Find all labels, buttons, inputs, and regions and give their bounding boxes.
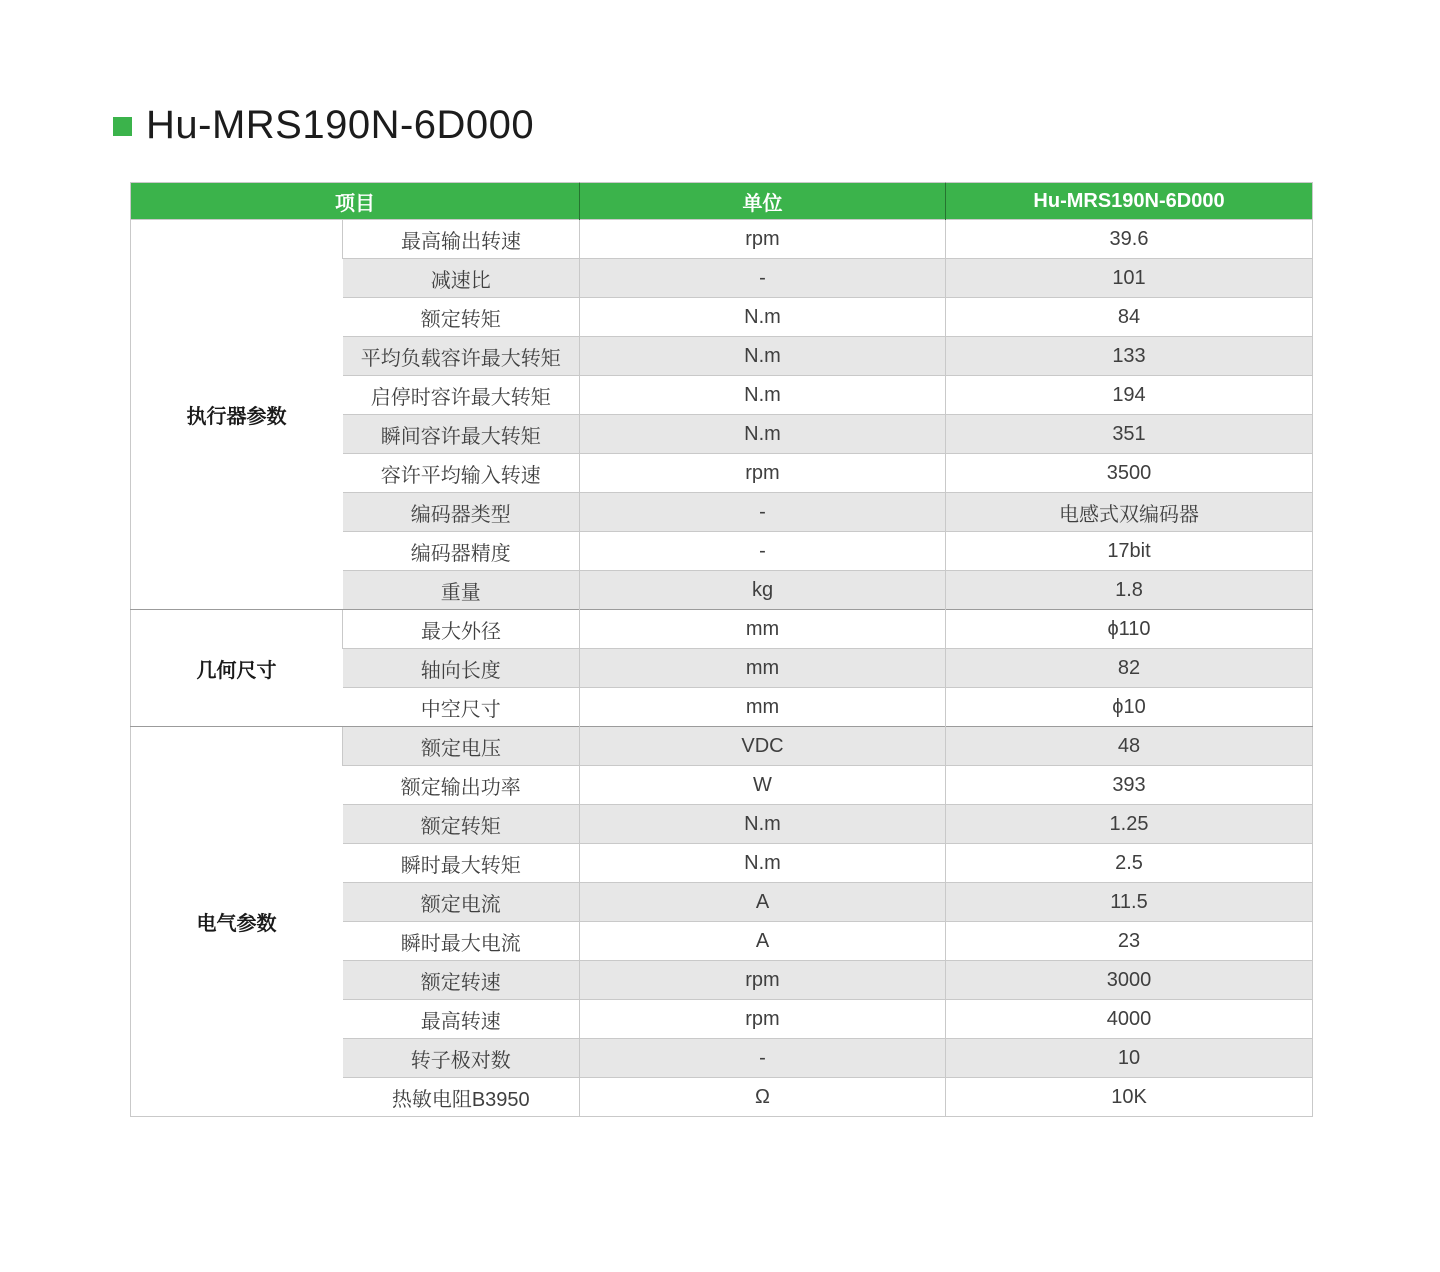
green-square-bullet-icon [113, 117, 132, 136]
param-cell: 额定电流 [343, 883, 580, 922]
value-cell: 84 [946, 298, 1313, 337]
value-cell: 1.25 [946, 805, 1313, 844]
value-cell: 10 [946, 1039, 1313, 1078]
category-cell: 执行器参数 [131, 220, 343, 610]
unit-cell: mm [580, 649, 946, 688]
header-unit: 单位 [580, 183, 946, 220]
page-title: Hu-MRS190N-6D000 [146, 102, 535, 147]
param-cell: 编码器精度 [343, 532, 580, 571]
param-cell: 瞬时最大电流 [343, 922, 580, 961]
spec-table [130, 182, 1313, 1117]
param-cell: 中空尺寸 [343, 688, 580, 727]
param-cell: 额定转矩 [343, 805, 580, 844]
value-cell: 3000 [946, 961, 1313, 1000]
unit-cell: VDC [580, 727, 946, 766]
value-cell: 3500 [946, 454, 1313, 493]
param-cell: 热敏电阻B3950 [343, 1078, 580, 1117]
param-cell: 减速比 [343, 259, 580, 298]
value-cell: 82 [946, 649, 1313, 688]
value-cell: 11.5 [946, 883, 1313, 922]
value-cell: 17bit [946, 532, 1313, 571]
value-cell: ϕ110 [946, 610, 1313, 649]
param-cell: 重量 [343, 571, 580, 610]
unit-cell: N.m [580, 298, 946, 337]
value-cell: 1.8 [946, 571, 1313, 610]
header-row [131, 183, 1313, 220]
unit-cell: rpm [580, 961, 946, 1000]
param-cell: 最大外径 [343, 610, 580, 649]
value-cell: 101 [946, 259, 1313, 298]
param-cell: 瞬时最大转矩 [343, 844, 580, 883]
header-model: Hu-MRS190N-6D000 [946, 183, 1313, 220]
param-cell: 轴向长度 [343, 649, 580, 688]
value-cell: 194 [946, 376, 1313, 415]
value-cell: 133 [946, 337, 1313, 376]
param-cell: 平均负载容许最大转矩 [343, 337, 580, 376]
spec-table-head [131, 183, 1313, 220]
param-cell: 额定输出功率 [343, 766, 580, 805]
param-cell: 容许平均输入转速 [343, 454, 580, 493]
unit-cell: rpm [580, 220, 946, 259]
unit-cell: mm [580, 688, 946, 727]
param-cell: 额定电压 [343, 727, 580, 766]
spec-table-body [131, 220, 1313, 1117]
unit-cell: kg [580, 571, 946, 610]
param-cell: 最高输出转速 [343, 220, 580, 259]
unit-cell: - [580, 259, 946, 298]
unit-cell: - [580, 493, 946, 532]
unit-cell: mm [580, 610, 946, 649]
param-cell: 最高转速 [343, 1000, 580, 1039]
value-cell: 39.6 [946, 220, 1313, 259]
table-row [131, 727, 1313, 766]
unit-cell: rpm [580, 1000, 946, 1039]
unit-cell: - [580, 532, 946, 571]
value-cell: 4000 [946, 1000, 1313, 1039]
unit-cell: N.m [580, 844, 946, 883]
table-row [131, 610, 1313, 649]
unit-cell: N.m [580, 805, 946, 844]
value-cell: 电感式双编码器 [946, 493, 1313, 532]
param-cell: 额定转速 [343, 961, 580, 1000]
value-cell: ϕ10 [946, 688, 1313, 727]
unit-cell: W [580, 766, 946, 805]
category-cell: 电气参数 [131, 727, 343, 1117]
unit-cell: A [580, 883, 946, 922]
param-cell: 额定转矩 [343, 298, 580, 337]
unit-cell: A [580, 922, 946, 961]
param-cell: 编码器类型 [343, 493, 580, 532]
unit-cell: N.m [580, 415, 946, 454]
unit-cell: Ω [580, 1078, 946, 1117]
value-cell: 351 [946, 415, 1313, 454]
unit-cell: N.m [580, 376, 946, 415]
value-cell: 393 [946, 766, 1313, 805]
unit-cell: - [580, 1039, 946, 1078]
param-cell: 启停时容许最大转矩 [343, 376, 580, 415]
value-cell: 23 [946, 922, 1313, 961]
table-row [131, 220, 1313, 259]
value-cell: 48 [946, 727, 1313, 766]
page-title-row [113, 103, 534, 147]
category-cell: 几何尺寸 [131, 610, 343, 727]
header-item: 项目 [131, 183, 580, 220]
param-cell: 瞬间容许最大转矩 [343, 415, 580, 454]
value-cell: 10K [946, 1078, 1313, 1117]
value-cell: 2.5 [946, 844, 1313, 883]
unit-cell: rpm [580, 454, 946, 493]
param-cell: 转子极对数 [343, 1039, 580, 1078]
unit-cell: N.m [580, 337, 946, 376]
